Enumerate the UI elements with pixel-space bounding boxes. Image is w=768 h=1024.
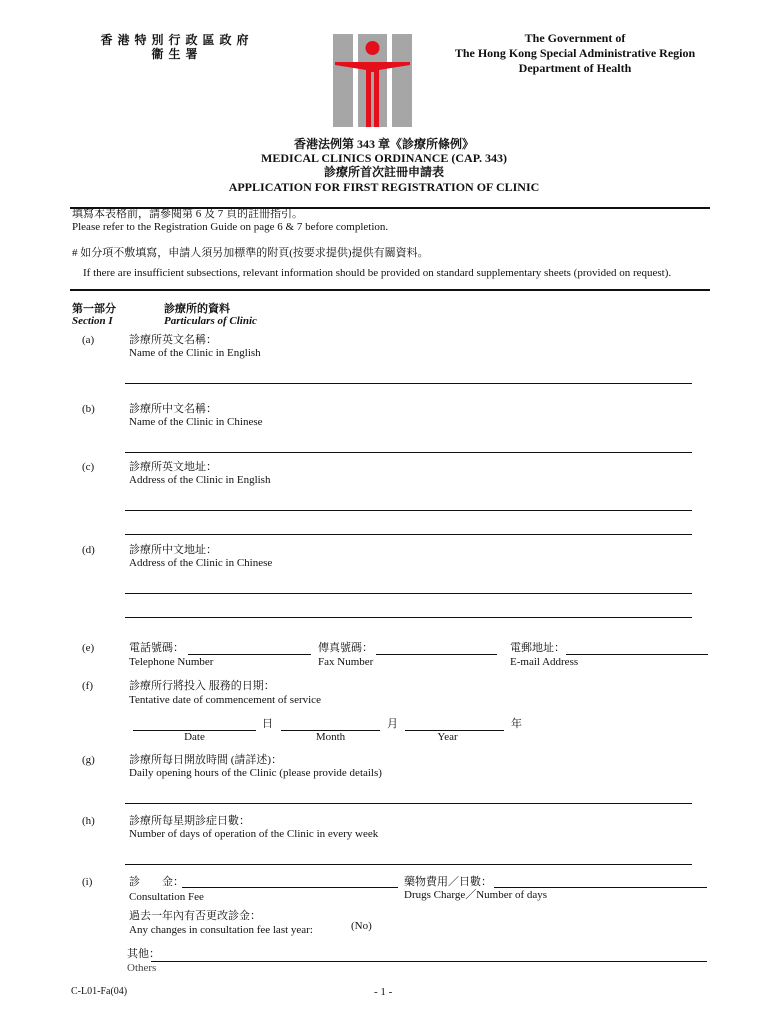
clinic-address-english-input-1[interactable] (125, 494, 692, 510)
day-label-english: Date (184, 731, 205, 743)
opening-hours-input[interactable] (125, 787, 692, 803)
item-f-label-english: Tentative date of commencement of service (129, 694, 321, 706)
clinic-name-english-line (125, 383, 692, 384)
days-of-operation-line (125, 864, 692, 865)
section-number-english: Section I (72, 315, 113, 327)
supplementary-note-english: If there are insufficient subsections, relevant information should be provided on standard supplementary sheets (provided on request). (83, 267, 672, 279)
section-title-english: Particulars of Clinic (164, 315, 257, 327)
drugs-charge-line (494, 887, 707, 888)
item-c-marker: (c) (82, 461, 95, 473)
item-f-label-chinese: 診療所行將投入 服務的日期： (129, 680, 275, 692)
clinic-address-chinese-input-2[interactable] (125, 601, 692, 617)
consultation-fee-label-english: Consultation Fee (129, 891, 204, 903)
clinic-address-chinese-input-1[interactable] (125, 577, 692, 593)
form-code: C-L01-Fa(04) (71, 986, 128, 997)
year-suffix-chinese: 年 (511, 718, 522, 730)
form-title-english: APPLICATION FOR FIRST REGISTRATION OF CLINIC (228, 180, 540, 194)
item-d-marker: (d) (82, 544, 95, 556)
item-g-marker: (g) (82, 754, 95, 766)
item-c-label-chinese: 診療所英文地址： (129, 461, 217, 473)
email-line (566, 654, 708, 655)
email-input[interactable] (566, 638, 708, 654)
clinic-address-chinese-line-2 (125, 617, 692, 618)
gov-name-english-2: The Hong Kong Special Administrative Region (454, 46, 696, 60)
gov-name-english-1: The Government of (524, 31, 626, 45)
others-line (151, 961, 707, 962)
opening-hours-line (125, 803, 692, 804)
item-b-label-english: Name of the Clinic in Chinese (129, 416, 263, 428)
instructions-divider (70, 289, 710, 291)
others-input[interactable] (151, 945, 707, 961)
fee-change-no-option[interactable]: (No) (351, 920, 372, 932)
drugs-charge-input[interactable] (494, 871, 707, 887)
commencement-day-input[interactable] (133, 714, 256, 730)
fee-change-label-english: Any changes in consultation fee last year: (129, 924, 313, 936)
drugs-charge-label-chinese: 藥物費用／日數： (404, 876, 492, 888)
supplementary-note-chinese: # 如分項不敷填寫，申請人須另加標準的附頁(按要求提供)提供有關資料。 (72, 247, 429, 259)
item-h-marker: (h) (82, 815, 95, 827)
item-d-label-english: Address of the Clinic in Chinese (129, 557, 273, 569)
item-a-label-english: Name of the Clinic in English (129, 347, 261, 359)
telephone-label-chinese: 電話號碼： (129, 642, 184, 654)
consultation-fee-line (182, 887, 398, 888)
consultation-fee-input[interactable] (182, 871, 398, 887)
page-number: - 1 - (374, 986, 393, 998)
month-label-english: Month (315, 731, 346, 743)
item-h-label-chinese: 診療所每星期診症日數： (129, 815, 250, 827)
commencement-year-input[interactable] (405, 714, 504, 730)
clinic-name-english-input[interactable] (125, 367, 692, 383)
drugs-charge-label-english: Drugs Charge／Number of days (404, 889, 548, 901)
fax-label-english: Fax Number (318, 656, 374, 668)
year-label-english: Year (437, 731, 458, 743)
clinic-address-chinese-line-1 (125, 593, 692, 594)
guide-note-english: Please refer to the Registration Guide on page 6 & 7 before completion. (72, 221, 389, 233)
telephone-input[interactable] (188, 638, 311, 654)
gov-name-chinese: 香 港 特 別 行 政 區 政 府 (100, 33, 250, 47)
fee-change-label-chinese: 過去一年內有否更改診金： (129, 910, 261, 922)
fax-line (376, 654, 497, 655)
item-g-label-english: Daily opening hours of the Clinic (please provide details) (129, 767, 382, 779)
commencement-month-input[interactable] (281, 714, 380, 730)
item-i-marker: (i) (82, 876, 93, 888)
email-label-chinese: 電郵地址： (510, 642, 565, 654)
day-suffix-chinese: 日 (262, 718, 273, 730)
fax-label-chinese: 傳真號碼： (318, 642, 373, 654)
telephone-line (188, 654, 311, 655)
item-a-marker: (a) (82, 334, 95, 346)
clinic-name-chinese-input[interactable] (125, 436, 692, 452)
item-a-label-chinese: 診療所英文名稱： (129, 334, 217, 346)
clinic-address-english-line-2 (125, 534, 692, 535)
item-b-label-chinese: 診療所中文名稱： (129, 403, 217, 415)
item-d-label-chinese: 診療所中文地址： (129, 544, 217, 556)
section-number-chinese: 第一部分 (72, 303, 116, 315)
item-f-marker: (f) (82, 680, 93, 692)
clinic-name-chinese-line (125, 452, 692, 453)
ordinance-title-chinese: 香港法例第 343 章《診療所條例》 (293, 137, 474, 151)
consultation-fee-label-chinese: 診 金： (129, 876, 184, 888)
item-c-label-english: Address of the Clinic in English (129, 474, 271, 486)
clinic-address-english-line-1 (125, 510, 692, 511)
department-name-chinese: 衞 生 署 (151, 47, 199, 61)
ordinance-title-english: MEDICAL CLINICS ORDINANCE (CAP. 343) (261, 151, 507, 165)
section-title-chinese: 診療所的資料 (164, 303, 230, 315)
department-name-english: Department of Health (518, 61, 632, 75)
item-g-label-chinese: 診療所每日開放時間 (請詳述)： (129, 754, 283, 766)
clinic-address-english-input-2[interactable] (125, 518, 692, 534)
item-e-marker: (e) (82, 642, 95, 654)
item-b-marker: (b) (82, 403, 95, 415)
days-of-operation-input[interactable] (125, 848, 692, 864)
others-label-english: Others (127, 962, 157, 974)
department-of-health-logo (333, 34, 412, 127)
telephone-label-english: Telephone Number (129, 656, 214, 668)
form-title-chinese: 診療所首次註冊申請表 (323, 165, 444, 179)
guide-note-chinese: 填寫本表格前，請參閱第 6 及 7 頁的註冊指引。 (72, 208, 303, 220)
item-h-label-english: Number of days of operation of the Clinic in every week (129, 828, 379, 840)
fax-input[interactable] (376, 638, 497, 654)
month-suffix-chinese: 月 (387, 718, 398, 730)
email-label-english: E-mail Address (510, 656, 579, 668)
others-label-chinese: 其他： (127, 948, 160, 960)
